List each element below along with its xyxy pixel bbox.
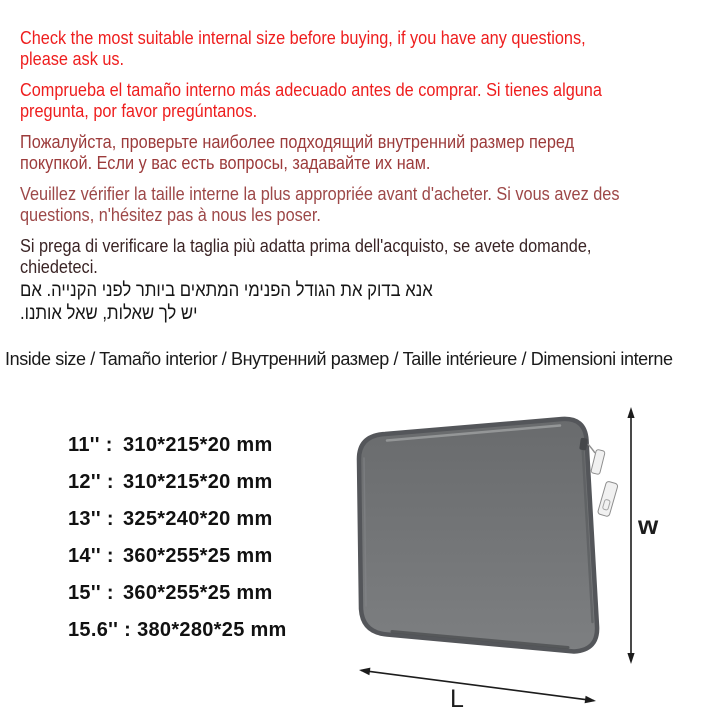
notice-italian-line-2: chiedeteci. — [20, 256, 98, 277]
zipper-pull-small — [591, 449, 606, 474]
length-arrow-line — [361, 670, 594, 700]
width-arrowhead-top — [627, 407, 634, 418]
size-row-11 — [68, 432, 287, 458]
width-label: w — [638, 510, 659, 540]
size-row-15-6 — [68, 617, 287, 643]
notice-hebrew-line-1: אנא בדוק את הגודל הפנימי המתאים ביותר לפני הקנייה. אם — [20, 280, 433, 301]
notice-spanish — [20, 79, 706, 121]
notice-russian-line-1: Пожалуйста, проверьте наиболее подходящий внутренний размер перед — [20, 131, 575, 152]
length-arrowhead-left — [359, 668, 370, 676]
size-dimensions: 360*255*25 mm — [123, 545, 273, 567]
notice-hebrew-line-2: יש לך שאלות, שאל אותנו. — [20, 303, 198, 324]
notice-english — [20, 27, 706, 69]
notice-french — [20, 183, 706, 225]
notice-french-line-2: questions, n'hésitez pas à nous les poser. — [20, 204, 321, 225]
notice-hebrew — [20, 279, 706, 325]
notice-spanish-line-2: pregunta, por favor pregúntanos. — [20, 100, 258, 121]
width-arrowhead-bottom — [627, 653, 634, 664]
notice-italian — [20, 235, 706, 277]
size-dimensions: 325*240*20 mm — [123, 508, 273, 530]
size-label: 11'' : — [68, 434, 113, 456]
size-label: 12'' : — [68, 471, 114, 493]
sleeve-body — [359, 419, 597, 652]
size-label: 15'' : — [68, 582, 114, 604]
size-row-14 — [68, 543, 287, 569]
size-section-heading: Inside size / Tamaño interior / Внутренний размер / Taille intérieure / Dimensioni interne — [5, 349, 673, 369]
length-label: L — [450, 685, 464, 713]
size-row-13 — [68, 506, 287, 532]
size-label: 14'' : — [68, 545, 114, 567]
size-dimensions: 380*280*25 mm — [137, 619, 287, 641]
notice-russian — [20, 131, 706, 173]
size-label: 13'' : — [68, 508, 114, 530]
notice-french-line-1: Veuillez vérifier la taille interne la plus appropriée avant d'acheter. Si vous avez des — [20, 183, 620, 204]
zipper-pull-large — [597, 481, 618, 517]
multilingual-notices — [20, 27, 706, 335]
size-row-12 — [68, 469, 287, 495]
size-row-15 — [68, 580, 287, 606]
notice-spanish-line-1: Comprueba el tamaño interno más adecuado antes de comprar. Si tienes alguna — [20, 79, 602, 100]
size-label: 15.6'' : — [68, 619, 132, 641]
length-arrowhead-right — [585, 696, 596, 704]
size-dimensions: 310*215*20 mm — [123, 434, 273, 456]
notice-italian-line-1: Si prega di verificare la taglia più adatta prima dell'acquisto, se avete domande, — [20, 235, 592, 256]
notice-english-line-1: Check the most suitable internal size before buying, if you have any questions, — [20, 27, 586, 48]
size-dimensions: 360*255*25 mm — [123, 582, 273, 604]
notice-russian-line-2: покупкой. Если у вас есть вопросы, задавайте их нам. — [20, 152, 431, 173]
size-dimensions: 310*215*20 mm — [123, 471, 273, 493]
size-list — [68, 432, 287, 654]
notice-english-line-2: please ask us. — [20, 48, 125, 69]
laptop-sleeve-figure — [330, 390, 720, 720]
